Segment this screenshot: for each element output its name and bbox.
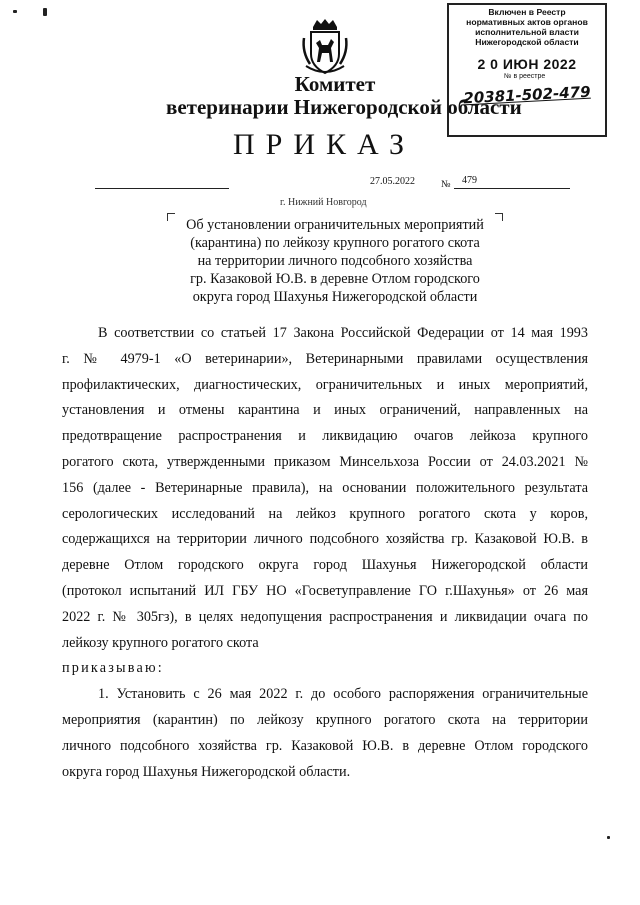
stamp-title-line: нормативных актов органов bbox=[466, 17, 588, 27]
body-line: (протокол испытаний ИЛ ГБУ НО «Госветуправление ГО г.Шахунья» от 26 мая bbox=[62, 582, 588, 599]
number-underline bbox=[454, 188, 570, 189]
scan-speck bbox=[607, 836, 610, 839]
document-type-title: ПРИКАЗ bbox=[233, 128, 415, 161]
stamp-title-line: Нижегородской области bbox=[475, 37, 579, 47]
document-body bbox=[62, 321, 588, 785]
subject-line: гр. Казаковой Ю.В. в деревне Отлом городского bbox=[190, 271, 480, 287]
body-line: г. № 4979-1 «О ветеринарии», Ветеринарными правилами осуществления bbox=[62, 350, 588, 367]
order-number: 479 bbox=[462, 175, 477, 186]
subject-line: на территории личного подсобного хозяйства bbox=[197, 253, 473, 269]
item-line: 1. Установить с 26 мая 2022 г. до особого распоряжения ограничительные bbox=[98, 686, 588, 703]
stamp-date: 2 0 ИЮН 2022 bbox=[477, 56, 577, 72]
subject-line: (карантина) по лейкозу крупного рогатого скота bbox=[190, 235, 480, 251]
item-line: округа город Шахунья Нижегородской области. bbox=[62, 763, 351, 780]
body-line: В соответствии со статьей 17 Закона Российской Федерации от 14 мая 1993 bbox=[98, 325, 588, 341]
order-date: 27.05.2022 bbox=[370, 176, 415, 187]
body-line: 156 (далее - Ветеринарные правила), на основании положительного результата bbox=[62, 479, 588, 496]
stamp-title-line: Включен в Реестр bbox=[488, 7, 566, 17]
subject-line: округа город Шахунья Нижегородской области bbox=[192, 289, 478, 305]
scan-speck bbox=[13, 10, 17, 13]
body-line: установления и отмены карантина и иных ограничений, направленных на bbox=[62, 402, 588, 419]
org-name-line1: Комитет bbox=[294, 72, 376, 96]
stamp-registry-number: 20381-502-479 bbox=[462, 82, 591, 108]
order-subject bbox=[165, 216, 505, 306]
body-line: лейкозу крупного рогатого скота bbox=[62, 634, 259, 651]
decree-word: приказываю: bbox=[62, 660, 164, 677]
city-name: г. Нижний Новгород bbox=[280, 197, 367, 208]
body-line: 2022 г. № 305гз), в целях недопущения распространения и ликвидации очага по bbox=[62, 608, 588, 625]
body-line: серологических исследований на лейкоз крупного рогатого скота у коров, bbox=[62, 505, 588, 522]
body-line: содержащихся на территории личного подсобного хозяйства гр. Казаковой Ю.В. в bbox=[62, 531, 588, 548]
body-line: предотвращение распространения и ликвидацию очагов лейкоза крупного bbox=[62, 428, 588, 445]
date-underline-left bbox=[95, 188, 229, 189]
stamp-title-line: исполнительной власти bbox=[475, 27, 579, 37]
stamp-registry-label: № в реестре bbox=[504, 73, 546, 80]
scan-speck bbox=[43, 8, 47, 16]
body-line: рогатого скота, утвержденными приказом Минсельхоза России от 24.03.2021 № bbox=[62, 453, 588, 470]
coat-of-arms-emblem bbox=[300, 18, 350, 76]
item-line: личного подсобного хозяйства гр. Казаковой Ю.В. в деревне Отлом городского bbox=[62, 737, 588, 754]
item-line: мероприятия (карантин) по лейкозу крупного рогатого скота на территории bbox=[62, 711, 588, 728]
order-number-label: № bbox=[441, 179, 451, 190]
subject-line: Об установлении ограничительных мероприятий bbox=[186, 217, 484, 233]
body-line: профилактических, диагностических, ограничительных и иных мероприятий, bbox=[62, 376, 588, 393]
body-line: деревне Отлом городского округа город Шахунья Нижегородской области bbox=[62, 557, 588, 574]
org-name-line2: ветеринарии Нижегородской области bbox=[166, 95, 522, 119]
